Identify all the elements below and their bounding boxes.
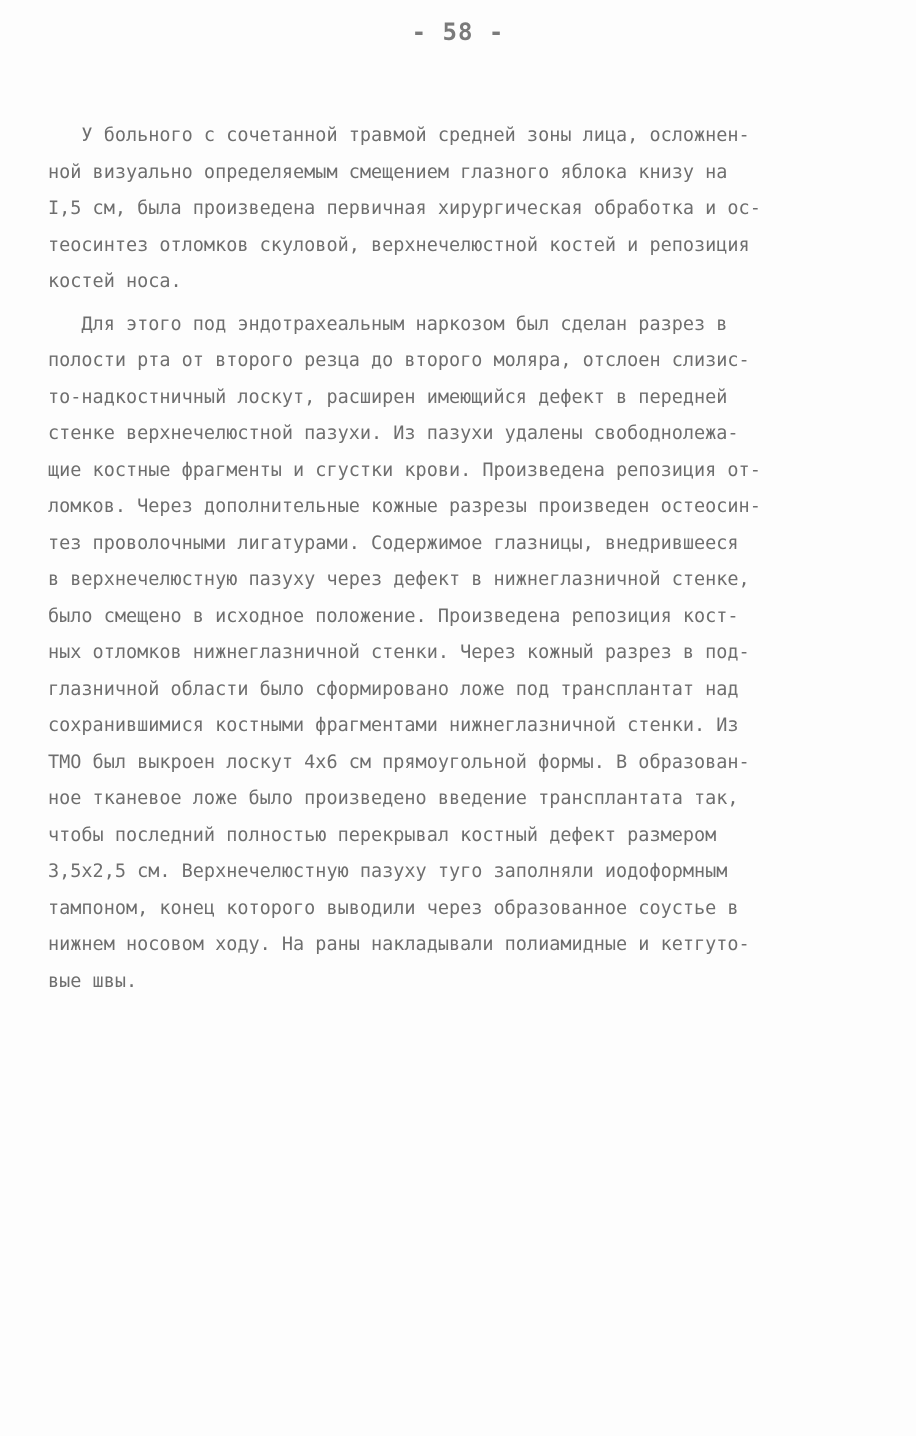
text-line: У больного с сочетанной травмой средней зоны лица, осложнен- [48, 125, 750, 146]
text-line: стенке верхнечелюстной пазухи. Из пазухи удалены свободнолежа- [48, 423, 739, 444]
text-line: тез проволочными лигатурами. Содержимое глазницы, внедрившееся [48, 532, 739, 554]
paragraph-2 [48, 307, 878, 1001]
page-number: - 58 - [411, 18, 505, 46]
text-line: тампоном, конец которого выводили через образованное соустье в [48, 897, 739, 919]
text-line: сохранившимися костными фрагментами нижнеглазничной стенки. Из [48, 715, 739, 736]
body-text [48, 118, 878, 1000]
paragraph-1 [48, 118, 878, 301]
text-line: I,5 см, была произведена первичная хирургическая обработка и ос- [48, 198, 761, 219]
text-line: ных отломков нижнеглазничной стенки. Через кожный разрез в под- [48, 642, 750, 663]
text-line: вые швы. [48, 970, 138, 992]
text-line: ломков. Через дополнительные кожные разрезы произведен остеосин- [48, 496, 761, 517]
text-line: в верхнечелюстную пазуху через дефект в нижнеглазничной стенке, [48, 569, 750, 590]
text-line: чтобы последний полностью перекрывал костный дефект размером [48, 824, 717, 846]
text-line: было смещено в исходное положение. Произведена репозиция кост- [48, 605, 739, 627]
text-line: костей носа. [48, 271, 182, 292]
text-line: нижнем носовом ходу. На раны накладывали полиамидные и кетгуто- [48, 934, 750, 955]
text-line: глазничной области было сформировано ложе под трансплантат над [48, 678, 739, 700]
text-line: полости рта от второго резца до второго моляра, отслоен слизис- [48, 350, 750, 371]
text-line: ной визуально определяемым смещением глазного яблока книзу на [48, 161, 728, 183]
text-line: Для этого под эндотрахеальным наркозом был сделан разрез в [48, 313, 728, 335]
text-line: ное тканевое ложе было произведено введение трансплантата так, [48, 788, 739, 809]
text-line: щие костные фрагменты и сгустки крови. Произведена репозиция от- [48, 459, 761, 481]
text-line: 3,5х2,5 см. Верхнечелюстную пазуху туго заполняли иодоформным [48, 861, 728, 882]
text-line: то-надкостничный лоскут, расширен имеющийся дефект в передней [48, 386, 728, 408]
text-line: ТМО был выкроен лоскут 4х6 см прямоугольной формы. В образован- [48, 751, 750, 773]
text-line: теосинтез отломков скуловой, верхнечелюстной костей и репозиция [48, 234, 750, 256]
